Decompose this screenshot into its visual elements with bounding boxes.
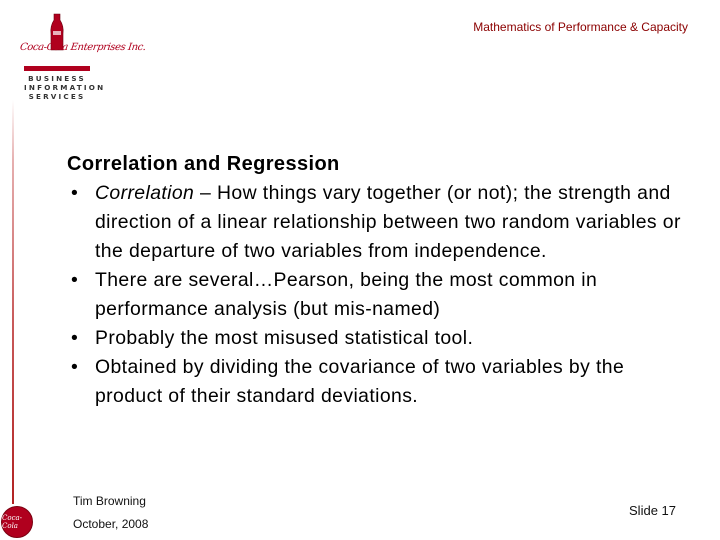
bullet-dot: •	[71, 269, 79, 291]
bullet-item	[67, 353, 687, 411]
bullet-dot: •	[71, 356, 79, 378]
slide-heading: Correlation and Regression	[67, 153, 340, 175]
bullet-text: There are several…Pearson, being the most common in performance analysis (but mis-named)	[95, 269, 598, 320]
footer-date: October, 2008	[73, 517, 149, 531]
logo-line-services: SERVICES	[28, 92, 86, 101]
company-logo	[16, 12, 147, 104]
header-title: Mathematics of Performance & Capacity	[473, 20, 688, 34]
logo-script-text: Coca-Cola Enterprises Inc.	[19, 42, 147, 53]
disc-logo-icon	[1, 506, 33, 538]
footer-author: Tim Browning	[73, 494, 146, 508]
left-vertical-rule	[12, 100, 14, 504]
bullet-item	[67, 324, 687, 353]
bullet-item	[67, 266, 687, 324]
logo-wordmark	[24, 74, 106, 101]
bullet-item	[67, 179, 687, 266]
bullet-text: – How things vary together (or not); the strength and direction of a linear relationship between two random variables or the departure of two variables from independence.	[95, 182, 681, 262]
logo-divider	[24, 66, 90, 71]
slide-number: Slide 17	[629, 503, 676, 518]
bullet-list	[67, 179, 687, 411]
disc-logo-text: Coca-Cola	[2, 514, 23, 530]
bullet-emphasis: Correlation	[95, 182, 195, 204]
bullet-text: Probably the most misused statistical tool.	[95, 327, 474, 349]
slide-body	[67, 150, 687, 411]
bullet-dot: •	[71, 182, 79, 204]
logo-line-information: INFORMATION	[24, 83, 106, 92]
bullet-dot: •	[71, 327, 79, 349]
logo-line-business: BUSINESS	[28, 74, 86, 83]
bullet-text: Obtained by dividing the covariance of two variables by the product of their standard deviations.	[95, 356, 625, 407]
